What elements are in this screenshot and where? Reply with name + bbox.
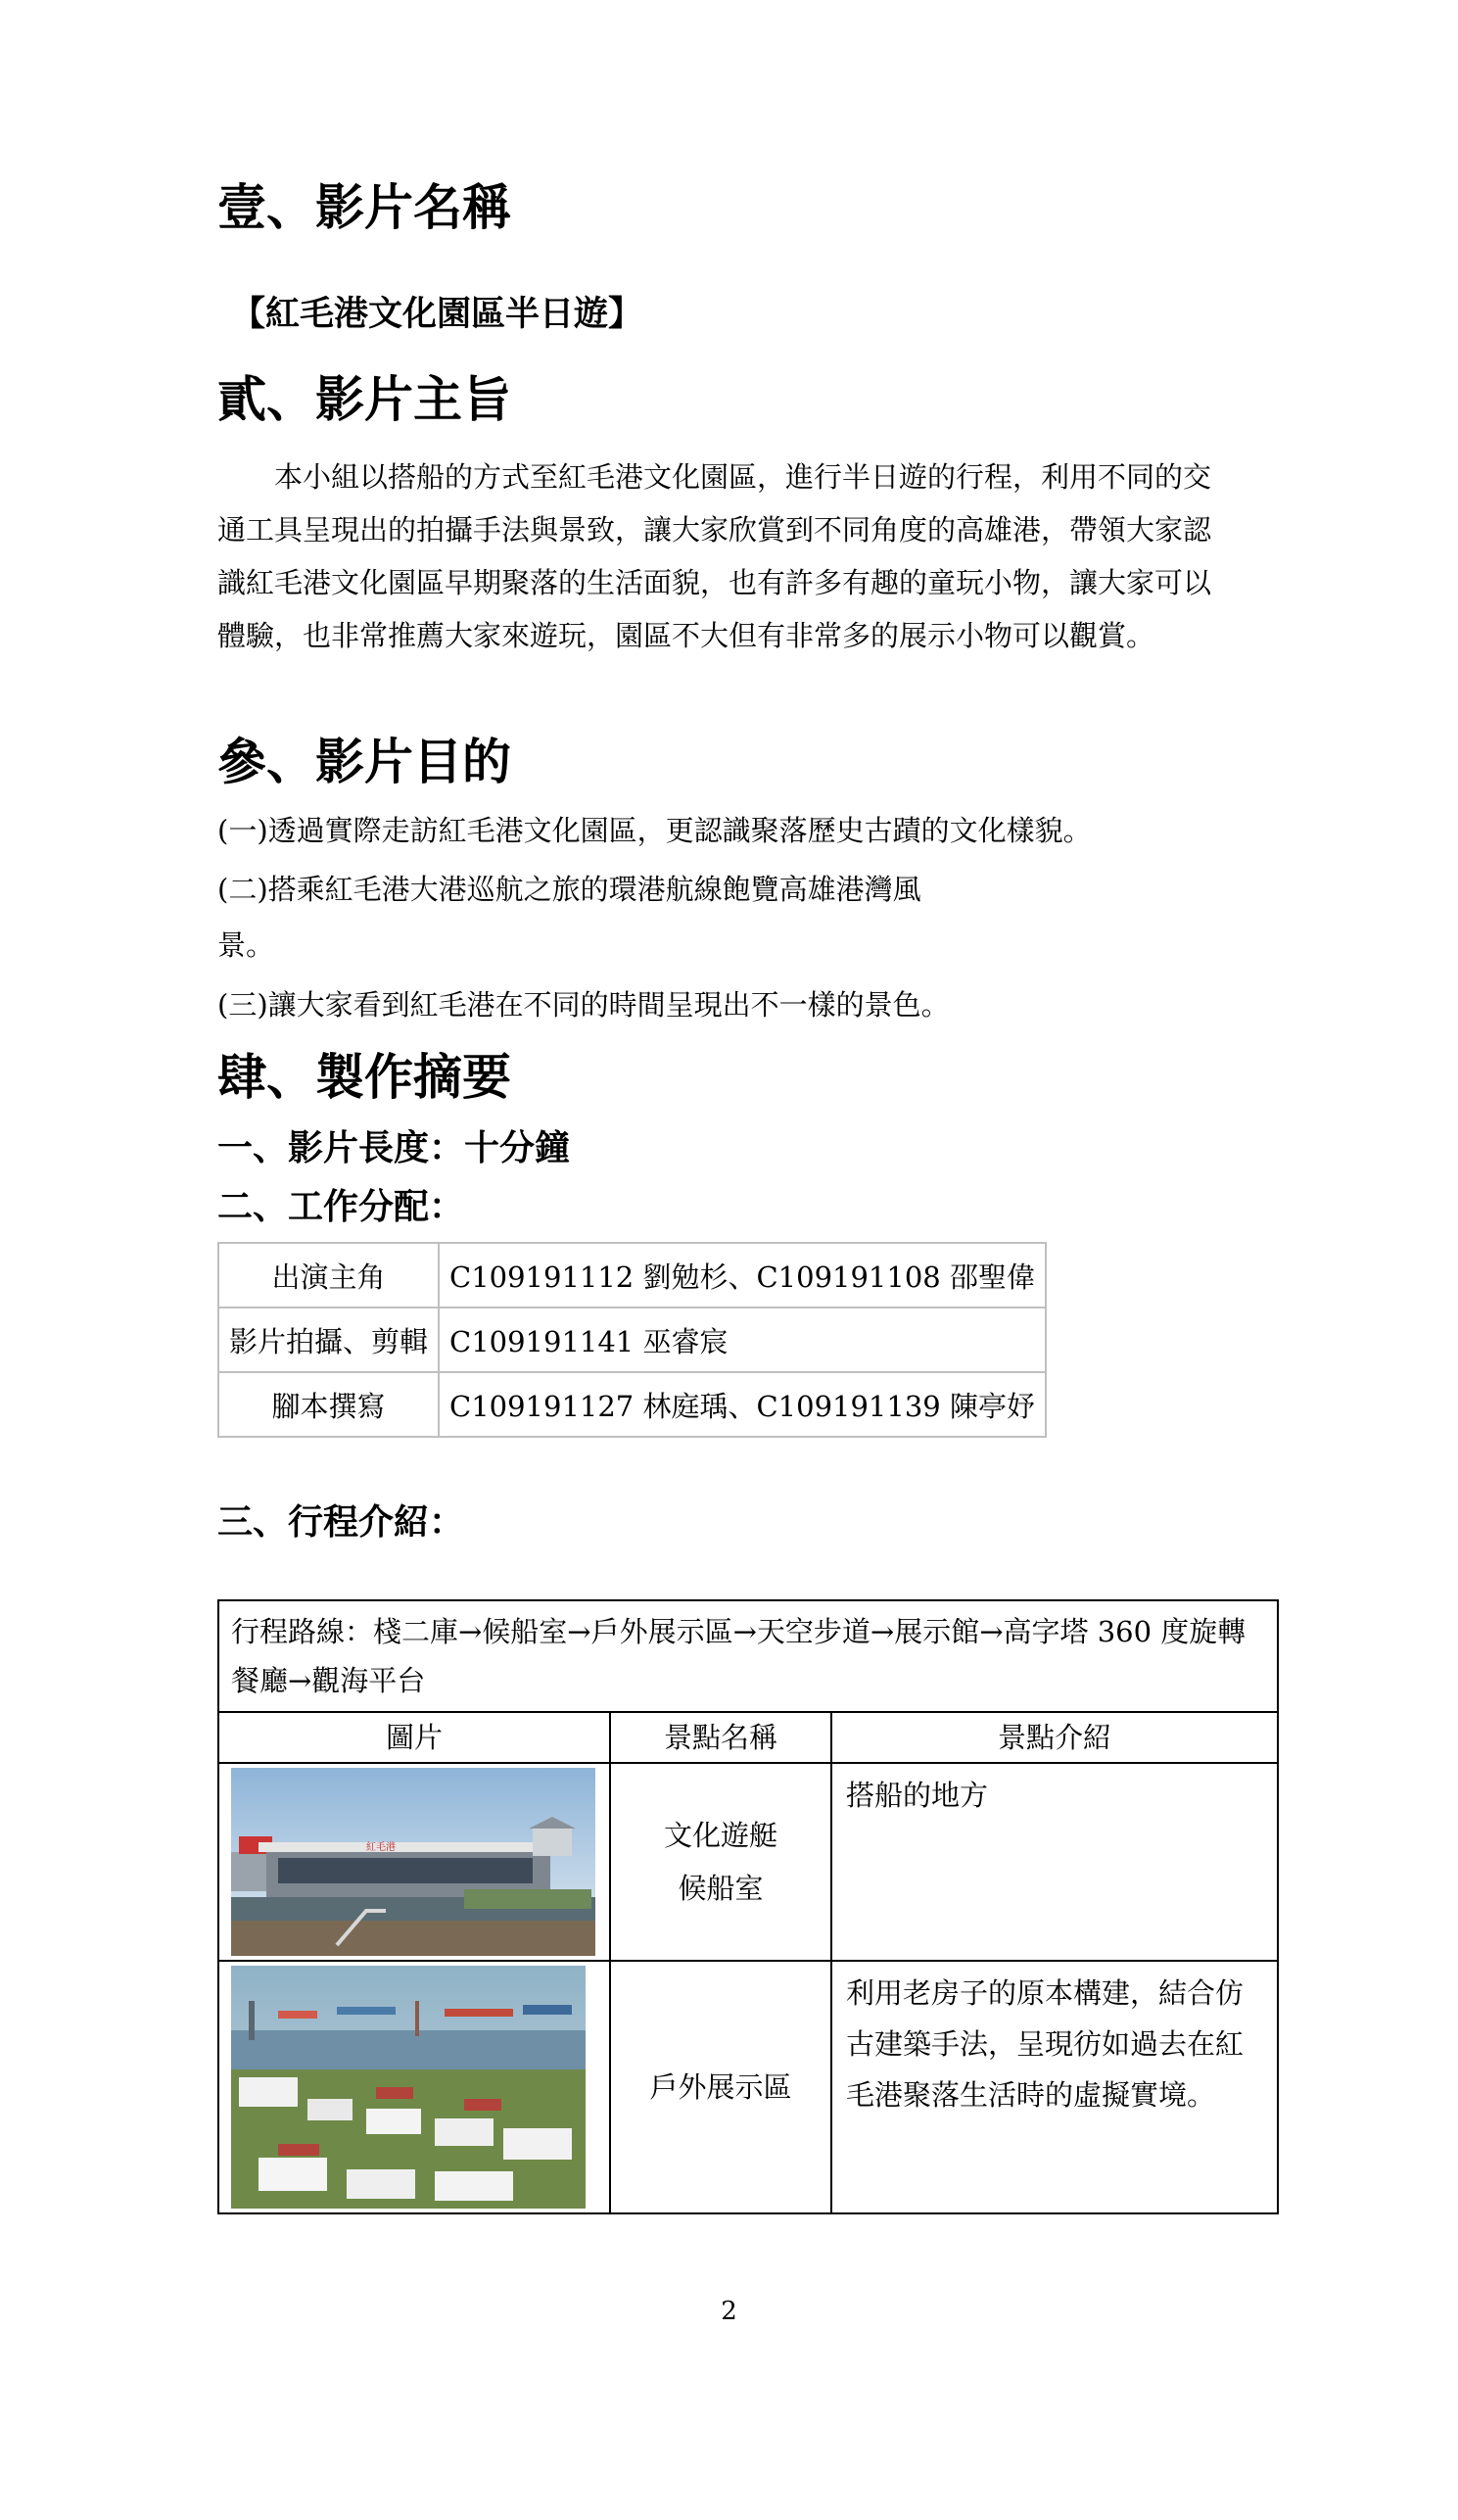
staff-role: 腳本撰寫	[218, 1372, 439, 1437]
spot-name-line1: 文化遊艇	[663, 1819, 777, 1852]
table-row	[218, 1763, 1278, 1961]
staff-table	[217, 1242, 1047, 1438]
table-row	[218, 1372, 1046, 1437]
section-2-body-text: 本小組以搭船的方式至紅毛港文化園區，進行半日遊的行程，利用不同的交通工具呈現出的拍攝手法與景致，讓大家欣賞到不同角度的高雄港，帶領大家認識紅毛港文化園區早期聚落的生活面貌，也有許多有趣的童玩小物，讓大家可以體驗，也非常推薦大家來遊玩，園區不大但有非常多的展示小物可以觀賞。	[217, 460, 1212, 652]
page-number: 2	[721, 2297, 737, 2326]
table-header-row	[218, 1712, 1278, 1763]
staff-role: 影片拍攝、剪輯	[218, 1308, 439, 1372]
spot-name	[610, 1961, 831, 2213]
header-spot-name: 景點名稱	[610, 1712, 831, 1763]
staff-members: C109191141 巫睿宸	[439, 1308, 1046, 1372]
spot-photo-cell	[218, 1763, 610, 1961]
purpose-item-1: (一)透過實際走訪紅毛港文化園區，更認識聚落歷史古蹟的文化樣貌。	[217, 814, 1092, 847]
spot-name	[610, 1763, 831, 1961]
header-spot-intro: 景點介紹	[831, 1712, 1278, 1763]
section-2-title: 貳、影片主旨	[217, 371, 511, 428]
section-4-title: 肆、製作摘要	[217, 1049, 511, 1106]
purpose-item-2: (二)搭乘紅毛港大港巡航之旅的環港航線飽覽高雄港灣風	[217, 873, 921, 906]
itinerary-route: 行程路線：棧二庫→候船室→戶外展示區→天空步道→展示館→高字塔 360 度旋轉餐廳→觀海平台	[218, 1600, 1278, 1712]
spot-name-line2: 候船室	[678, 1872, 764, 1905]
staff-members: C109191127 林庭瑀、C109191139 陳亭妤	[439, 1372, 1046, 1437]
outdoor-exhibit-photo	[219, 1962, 609, 2212]
spot-name-line1: 戶外展示區	[649, 2070, 792, 2104]
spot-photo-cell	[218, 1961, 610, 2213]
video-name: 【紅毛港文化園區半日遊】	[231, 295, 643, 334]
header-image: 圖片	[218, 1712, 610, 1763]
spot-description: 利用老房子的原本構建，結合仿古建築手法，呈現彷如過去在紅毛港聚落生活時的虛擬實境。	[831, 1961, 1278, 2213]
section-1-title: 壹、影片名稱	[217, 179, 511, 236]
purpose-item-3: (三)讓大家看到紅毛港在不同的時間呈現出不一樣的景色。	[217, 988, 950, 1022]
staff-members: C109191112 劉勉杉、C109191108 邵聖偉	[439, 1243, 1046, 1308]
itinerary-title: 三、行程介紹：	[217, 1502, 465, 1543]
svg-text:紅毛港: 紅毛港	[366, 1842, 396, 1853]
table-row	[218, 1308, 1046, 1372]
video-length: 一、影片長度：十分鐘	[217, 1128, 571, 1168]
section-3-title: 參、影片目的	[217, 734, 511, 790]
itinerary-table	[217, 1599, 1279, 2214]
staff-role: 出演主角	[218, 1243, 439, 1308]
spot-description: 搭船的地方	[831, 1763, 1278, 1961]
table-row	[218, 1243, 1046, 1308]
terminal-photo	[219, 1764, 609, 1960]
purpose-item-2-cont: 景。	[217, 928, 275, 962]
work-allocation-title: 二、工作分配：	[217, 1187, 465, 1227]
section-2-body	[217, 451, 1216, 662]
table-row	[218, 1600, 1278, 1712]
table-row	[218, 1961, 1278, 2213]
